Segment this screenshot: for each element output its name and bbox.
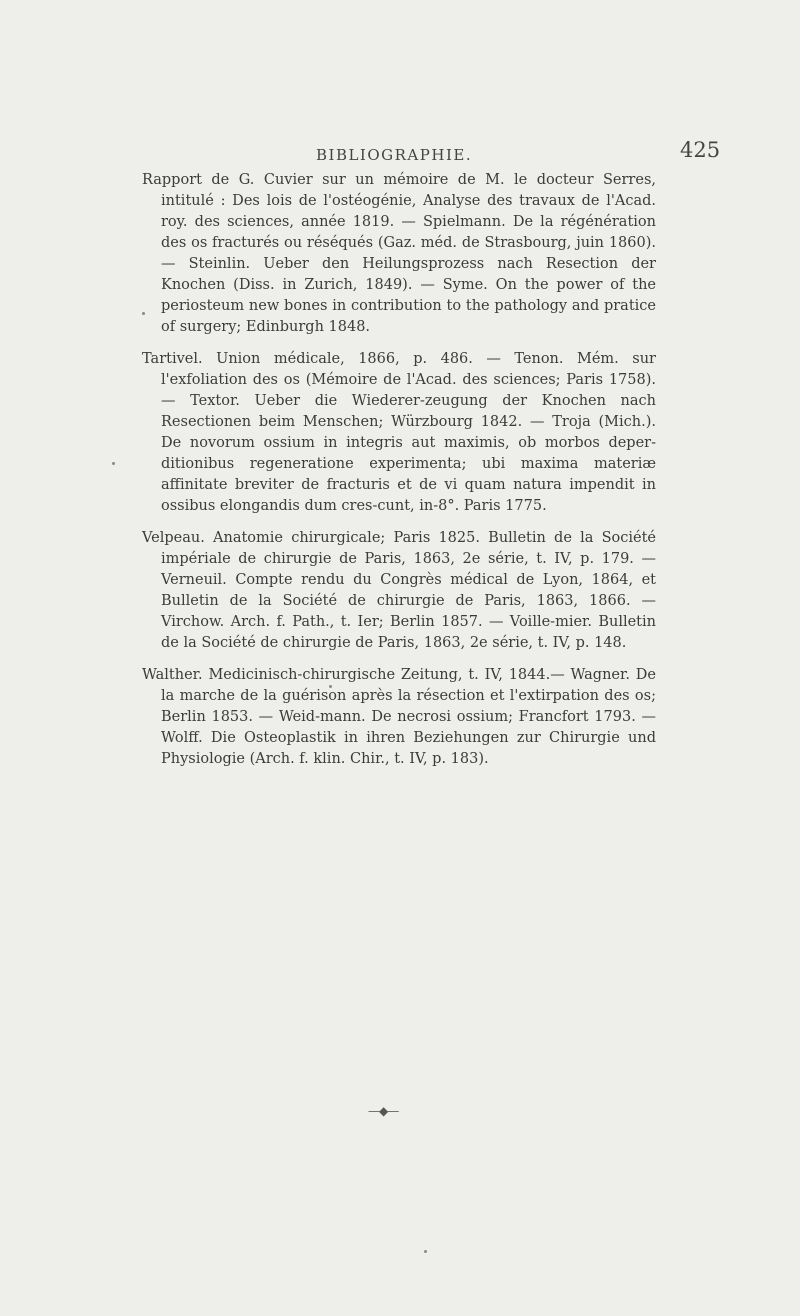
end-ornament: —◆— xyxy=(368,1104,399,1118)
bibliography-list xyxy=(142,170,656,781)
bibliography-entry: Velpeau. Anatomie chirurgicale; Paris 1825. Bulletin de la Société impériale de chirurgie de Paris, 1863, 2e série, t. IV, p. 179. — Verneuil. Compte rendu du Congrès médical de Lyon, 1864, et Bulletin de la Société de chirurgie de Paris, 1863, 1866. — Virchow. Arch. f. Path., t. Ier; Berlin 1857. — Voille-mier. Bulletin de la Société de chirurgie de Paris, 1863, 2e série, t. IV, p. 148. xyxy=(142,530,656,651)
bibliography-entry: Rapport de G. Cuvier sur un mémoire de M. le docteur Serres, intitulé : Des lois de l'ostéogénie, Analyse des travaux de l'Acad. roy. des sciences, année 1819. — Spielmann. De la régénération des os fracturés ou réséqués (Gaz. méd. de Strasbourg, juin 1860). — Steinlin. Ueber den Heilungsprozess nach Resection der Knochen (Diss. in Zurich, 1849). — Syme. On the power of the periosteum new bones in contribution to the pathology and pratice of surgery; Edinburgh 1848. xyxy=(142,172,656,335)
running-head: BIBLIOGRAPHIE. xyxy=(316,146,473,164)
paper-speck xyxy=(112,462,115,465)
paper-speck xyxy=(424,1250,427,1253)
page-number: 425 xyxy=(680,138,721,162)
paper-speck xyxy=(142,312,145,315)
bibliography-entry: Walther. Medicinisch-chirurgische Zeitung, t. IV, 1844.— Wagner. De la marche de la guérison après la résection et l'extirpation des os; Berlin 1853. — Weid-mann. De necrosi ossium; Francfort 1793. — Wolff. Die Osteoplastik in ihren Beziehungen zur Chirurgie und Physiologie (Arch. f. klin. Chir., t. IV, p. 183). xyxy=(142,667,656,767)
bibliography-entry: Tartivel. Union médicale, 1866, p. 486. — Tenon. Mém. sur l'exfoliation des os (Mémoire de l'Acad. des sciences; Paris 1758). — Textor. Ueber die Wiederer-zeugung der Knochen nach Resectionen beim Menschen; Würzbourg 1842. — Troja (Mich.). De novorum ossium in integris aut maximis, ob morbos deper-ditionibus regeneratione experimenta; ubi maxima materiæ affinitate breviter de fracturis et de vi quam natura impendit in ossibus elongandis dum cres-cunt, in-8°. Paris 1775. xyxy=(142,351,656,514)
paper-speck xyxy=(329,685,332,688)
